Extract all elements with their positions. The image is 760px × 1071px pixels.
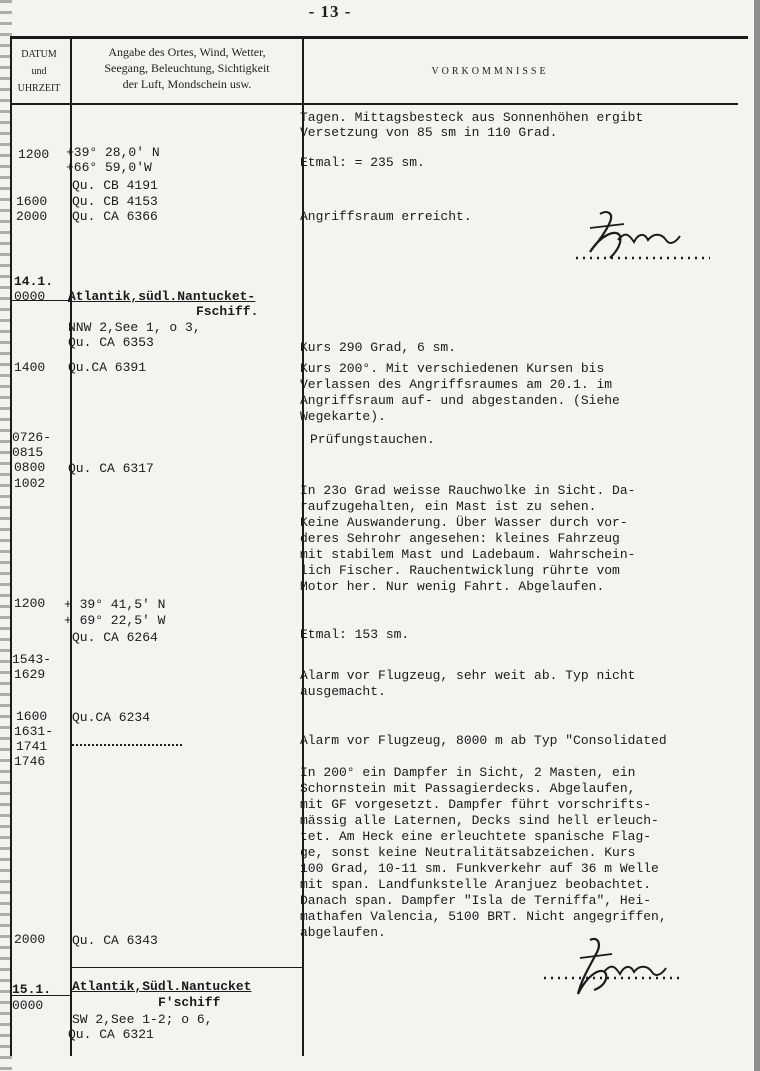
- time-entry: 0000: [14, 289, 46, 304]
- header-location-line: der Luft, Mondschein usw.: [122, 77, 252, 91]
- time-entry: 1543-: [12, 652, 52, 667]
- header-location-line: Angabe des Ortes, Wind, Wetter,: [108, 45, 266, 59]
- time-entry: 1629: [14, 667, 46, 682]
- header-date: [10, 46, 68, 97]
- event-line: Tagen. Mittagsbesteck aus Sonnenhöhen ergibt: [300, 110, 644, 125]
- time-entry: 1200: [18, 147, 50, 162]
- event-line: mathafen Valencia, 5100 BRT. Nicht angegriffen,: [300, 909, 667, 924]
- event-line: Versetzung von 85 sm in 110 Grad.: [300, 125, 558, 140]
- event-line: deres Sehrohr angesehen: kleines Fahrzeug: [300, 531, 620, 546]
- top-rule: [12, 36, 748, 39]
- grid-square-entry: Qu. CA 6321: [68, 1027, 154, 1042]
- scan-right-edge: [754, 0, 760, 1071]
- position-entry: +39° 28,0' N: [66, 145, 160, 160]
- event-line: Danach span. Dampfer "Isla de Terniffa", Hei-: [300, 893, 652, 908]
- weather-entry: NNW 2,See 1, o 3,: [68, 320, 201, 335]
- grid-square-entry: Qu. CA 6343: [72, 933, 158, 948]
- header-date-line: DATUM: [21, 49, 57, 60]
- time-entry: 0800: [14, 460, 46, 475]
- position-entry: + 39° 41,5' N: [64, 597, 166, 612]
- location-entry: Atlantik,Südl.Nantucket: [72, 979, 252, 994]
- time-entry: 1600: [16, 194, 48, 209]
- grid-square-entry: Qu.CA 6391: [68, 360, 147, 375]
- location-entry: Fschiff.: [196, 304, 259, 319]
- weather-entry: SW 2,See 1-2; o 6,: [72, 1012, 213, 1027]
- grid-square-entry: Qu. CA 6353: [68, 335, 154, 350]
- event-line: In 200° ein Dampfer in Sicht, 2 Masten, ein: [300, 765, 636, 780]
- time-entry: 1400: [14, 360, 46, 375]
- header-location-line: Seegang, Beleuchtung, Sichtigkeit: [104, 61, 270, 75]
- event-line: Etmal: 153 sm.: [300, 627, 410, 642]
- event-line: Keine Auswanderung. Über Wasser durch vor-: [300, 515, 628, 530]
- grid-square-entry: Qu. CB 4191: [72, 178, 158, 193]
- time-entry: 0815: [12, 445, 44, 460]
- location-entry: Atlantik,südl.Nantucket-: [68, 289, 256, 304]
- handwritten-signature: [570, 206, 720, 276]
- event-line: Angriffsraum erreicht.: [300, 209, 472, 224]
- handwritten-signature: [540, 934, 690, 1009]
- event-line: ausgemacht.: [300, 684, 386, 699]
- time-entry: 0000: [12, 998, 44, 1013]
- time-entry: 1600: [16, 709, 48, 724]
- event-line: lich Fischer. Rauchentwicklung rührte vom: [300, 563, 620, 578]
- event-line: Etmal: = 235 sm.: [300, 155, 425, 170]
- event-line: mit span. Landfunkstelle Aranjuez beobachtet.: [300, 877, 652, 892]
- time-entry: 1200: [14, 596, 46, 611]
- event-line: raufzugehalten, ein Mast ist zu sehen.: [300, 499, 597, 514]
- event-line: Wegekarte).: [300, 409, 386, 424]
- grid-square-entry: Qu. CA 6366: [72, 209, 158, 224]
- time-entry: 1002: [14, 476, 46, 491]
- section-separator: [72, 967, 302, 968]
- event-line: In 23o Grad weisse Rauchwolke in Sicht. Da-: [300, 483, 636, 498]
- event-line: mit stabilem Mast und Ladebaum. Wahrschein-: [300, 547, 636, 562]
- grid-square-entry: Qu. CA 6264: [72, 630, 158, 645]
- event-line: Prüfungstauchen.: [310, 432, 435, 447]
- event-line: Motor her. Nur wenig Fahrt. Abgelaufen.: [300, 579, 605, 594]
- left-border: [10, 36, 12, 1056]
- header-rule: [12, 103, 738, 105]
- event-line: Alarm vor Flugzeug, 8000 m ab Typ "Consolidated: [300, 733, 667, 748]
- event-line: Angriffsraum auf- und abgestanden. (Siehe: [300, 393, 620, 408]
- time-entry: 2000: [14, 932, 46, 947]
- grid-square-entry: Qu. CB 4153: [72, 194, 158, 209]
- event-line: Alarm vor Flugzeug, sehr weit ab. Typ nicht: [300, 668, 636, 683]
- header-events: VORKOMMNISSE: [431, 66, 549, 77]
- grid-square-entry: Qu.CA 6234: [72, 710, 151, 725]
- event-line: abgelaufen.: [300, 925, 386, 940]
- date-entry: 14.1.: [14, 274, 54, 289]
- event-line: ge, sonst keine Neutralitätsabzeichen. Kurs: [300, 845, 636, 860]
- event-line: mit GF vorgesetzt. Dampfer führt vorschrifts-: [300, 797, 652, 812]
- position-entry: +66° 59,0'W: [66, 160, 152, 175]
- location-entry: F'schiff: [158, 995, 221, 1010]
- event-line: tet. Am Heck eine erleuchtete spanische Flag-: [300, 829, 652, 844]
- event-line: Kurs 200°. Mit verschiedenen Kursen bis: [300, 361, 605, 376]
- event-line: Kurs 290 Grad, 6 sm.: [300, 340, 457, 355]
- event-line: Verlassen des Angriffsraumes am 20.1. im: [300, 377, 613, 392]
- dotted-filler: [72, 744, 182, 746]
- time-entry: 0726-: [12, 430, 52, 445]
- event-line: Schornstein mit Passagierdecks. Abgelaufen,: [300, 781, 636, 796]
- date-entry: 15.1.: [12, 982, 52, 997]
- event-line: mässig alle Laternen, Decks sind hell erleuch-: [300, 813, 659, 828]
- position-entry: + 69° 22,5' W: [64, 613, 166, 628]
- header-location: [74, 44, 300, 92]
- event-line: 100 Grad, 10-11 sm. Funkverkehr auf 36 m Welle: [300, 861, 659, 876]
- page-number: - 13 -: [308, 2, 352, 21]
- time-entry: 1741: [16, 739, 48, 754]
- time-entry: 1746: [14, 754, 46, 769]
- header-date-line: UHRZEIT: [17, 83, 61, 94]
- grid-square-entry: Qu. CA 6317: [68, 461, 154, 476]
- header-date-line: und: [31, 66, 47, 77]
- time-entry: 2000: [16, 209, 48, 224]
- time-entry: 1631-: [14, 724, 54, 739]
